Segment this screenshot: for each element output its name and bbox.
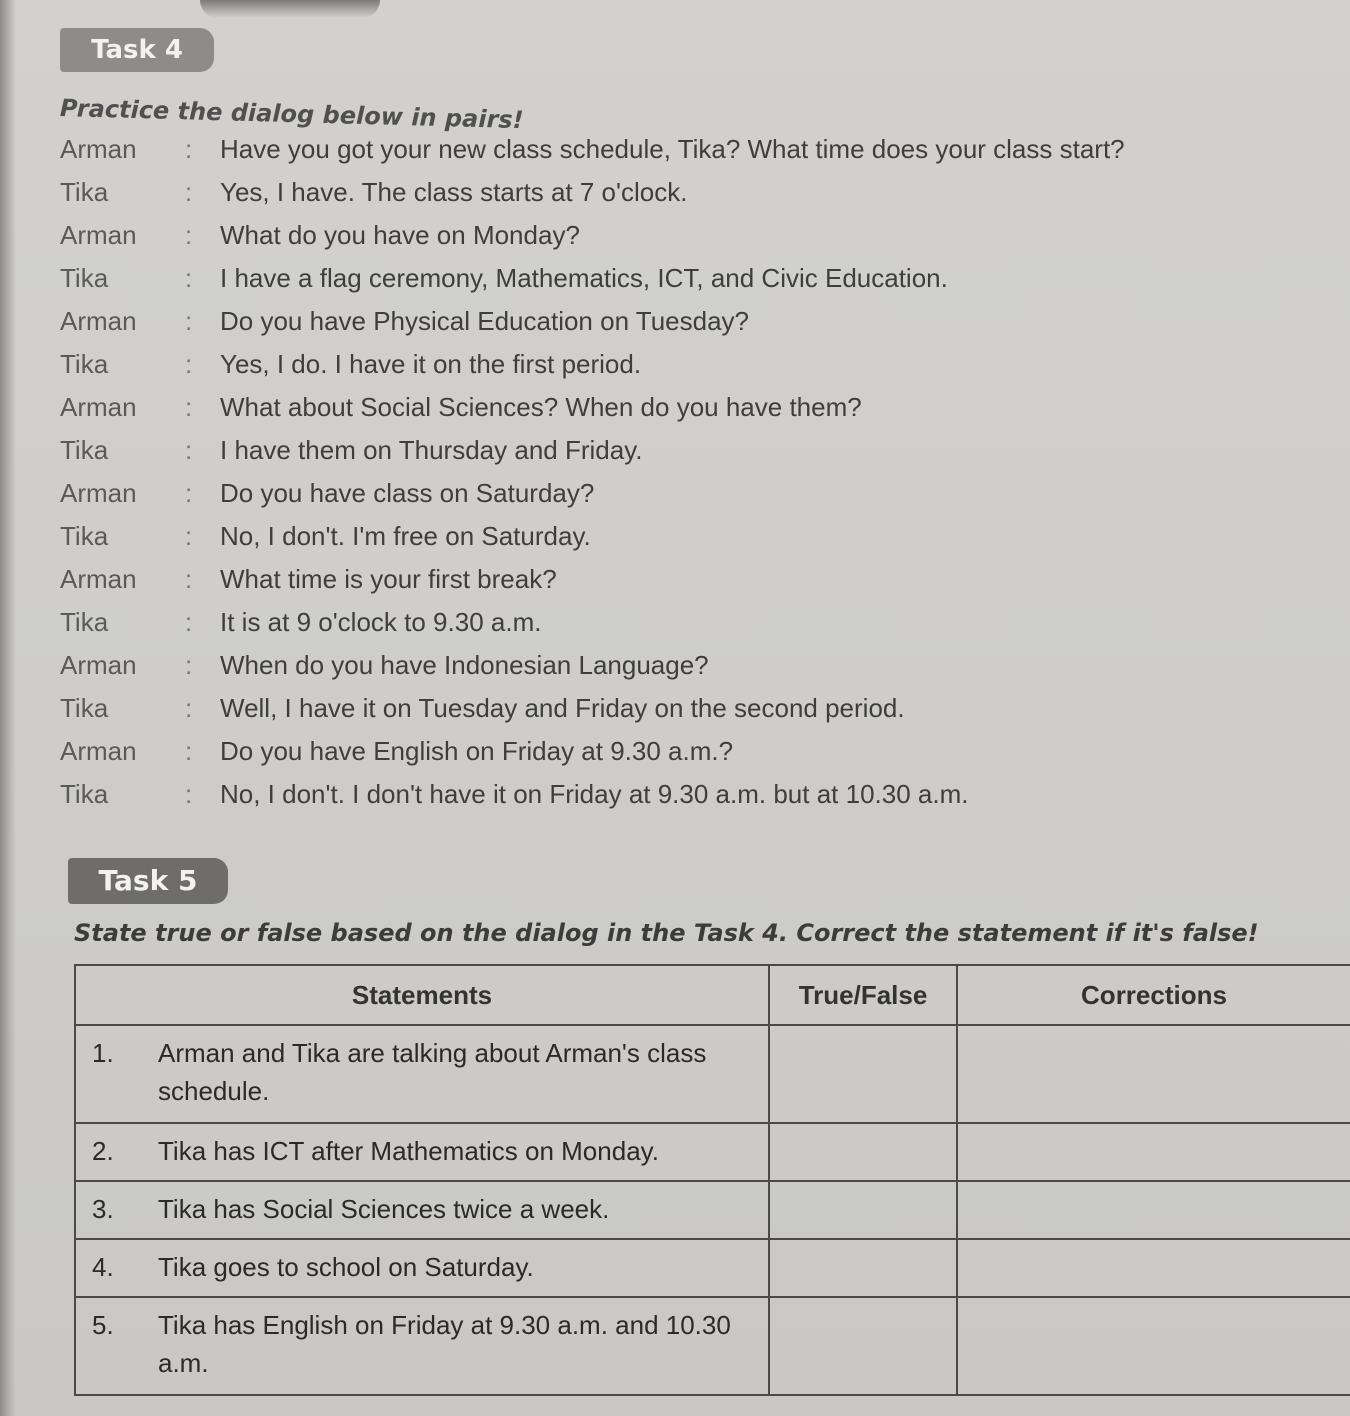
dialog-speaker: Arman xyxy=(60,306,137,336)
dialog-speaker: Arman xyxy=(60,220,137,250)
correction-answer-cell[interactable] xyxy=(957,1025,1350,1123)
dialog-colon: : xyxy=(185,736,193,766)
dialog-colon: : xyxy=(185,306,193,336)
statement-cell xyxy=(75,1239,769,1297)
dialog-colon: : xyxy=(185,521,193,551)
page-top-shadow xyxy=(200,0,380,18)
dialog-colon: : xyxy=(185,263,193,293)
dialog-speaker: Arman xyxy=(60,736,137,766)
dialog-speaker: Tika xyxy=(60,521,109,551)
dialog-speaker: Tika xyxy=(60,263,109,293)
dialog-text: Yes, I do. I have it on the first period. xyxy=(220,349,642,379)
dialog-colon: : xyxy=(185,650,193,680)
correction-answer-cell[interactable] xyxy=(957,1297,1350,1395)
dialog-colon: : xyxy=(185,349,193,379)
dialog-colon: : xyxy=(185,564,193,594)
table-header-row xyxy=(75,965,1350,1025)
dialog-text: What about Social Sciences? When do you have them? xyxy=(220,392,862,422)
dialog-text: Do you have class on Saturday? xyxy=(220,478,595,508)
dialog-speaker: Arman xyxy=(60,392,137,422)
task-5-instruction: State true or false based on the dialog in the Task 4. Correct the statement if it's false! xyxy=(74,919,1259,947)
statement-number: 4. xyxy=(92,1252,114,1282)
true-false-answer-cell[interactable] xyxy=(769,1239,957,1297)
true-false-answer-cell[interactable] xyxy=(769,1297,957,1395)
true-false-answer-cell[interactable] xyxy=(769,1025,957,1123)
dialog-speaker: Arman xyxy=(60,564,137,594)
dialog-colon: : xyxy=(185,607,193,637)
dialog-colon: : xyxy=(185,779,193,809)
statement-number: 3. xyxy=(92,1194,114,1224)
statement-cell xyxy=(75,1123,769,1181)
header-corrections: Corrections xyxy=(957,965,1350,1025)
dialog-speaker: Arman xyxy=(60,478,137,508)
dialog-speaker: Arman xyxy=(60,134,137,164)
statement-text: Tika goes to school on Saturday. xyxy=(158,1252,534,1282)
correction-answer-cell[interactable] xyxy=(957,1123,1350,1181)
dialog-colon: : xyxy=(185,177,193,207)
correction-answer-cell[interactable] xyxy=(957,1239,1350,1297)
dialog-colon: : xyxy=(185,392,193,422)
dialog-text: It is at 9 o'clock to 9.30 a.m. xyxy=(220,607,542,637)
dialog-speaker: Tika xyxy=(60,779,109,809)
table-row xyxy=(75,1239,1350,1297)
dialog-text: What do you have on Monday? xyxy=(220,220,580,250)
task-5-badge: Task 5 xyxy=(68,858,228,904)
statement-text: Arman and Tika are talking about Arman's class schedule. xyxy=(158,1038,707,1106)
dialog-speaker: Tika xyxy=(60,349,109,379)
dialog-text: Have you got your new class schedule, Tika? What time does your class start? xyxy=(220,134,1125,164)
dialog-colon: : xyxy=(185,435,193,465)
table-row xyxy=(75,1297,1350,1395)
true-false-table xyxy=(74,964,1350,1396)
statement-text: Tika has Social Sciences twice a week. xyxy=(158,1194,610,1224)
dialog-speaker: Arman xyxy=(60,650,137,680)
true-false-answer-cell[interactable] xyxy=(769,1181,957,1239)
page-binding-shadow xyxy=(0,0,16,1416)
dialog-text: Do you have English on Friday at 9.30 a.m.? xyxy=(220,736,734,766)
table-row xyxy=(75,1025,1350,1123)
correction-answer-cell[interactable] xyxy=(957,1181,1350,1239)
header-true-false: True/False xyxy=(769,965,957,1025)
true-false-table-wrapper xyxy=(74,964,1350,1396)
dialog-text: No, I don't. I'm free on Saturday. xyxy=(220,521,591,551)
statement-cell xyxy=(75,1297,769,1395)
dialog-text: When do you have Indonesian Language? xyxy=(220,650,709,680)
dialog-text: What time is your first break? xyxy=(220,564,557,594)
task-4-instruction: Practice the dialog below in pairs! xyxy=(59,94,524,135)
statement-number: 5. xyxy=(92,1310,114,1340)
dialog-text: Yes, I have. The class starts at 7 o'clock. xyxy=(220,177,688,207)
dialog-speaker: Tika xyxy=(60,177,109,207)
dialog-text: I have them on Thursday and Friday. xyxy=(220,435,643,465)
statement-text: Tika has English on Friday at 9.30 a.m. and 10.30 a.m. xyxy=(158,1310,731,1378)
dialog-colon: : xyxy=(185,478,193,508)
task-4-badge: Task 4 xyxy=(60,28,214,72)
table-row xyxy=(75,1123,1350,1181)
dialog-colon: : xyxy=(185,134,193,164)
statement-cell xyxy=(75,1025,769,1123)
statement-number: 2. xyxy=(92,1136,114,1166)
dialog-speaker: Tika xyxy=(60,607,109,637)
header-statements: Statements xyxy=(75,965,769,1025)
statement-cell xyxy=(75,1181,769,1239)
statement-text: Tika has ICT after Mathematics on Monday. xyxy=(158,1136,659,1166)
dialog-text: Well, I have it on Tuesday and Friday on the second period. xyxy=(220,693,905,723)
statement-number: 1. xyxy=(92,1038,114,1068)
dialog-speaker: Tika xyxy=(60,693,109,723)
dialog-text: Do you have Physical Education on Tuesday? xyxy=(220,306,750,336)
true-false-answer-cell[interactable] xyxy=(769,1123,957,1181)
dialog-colon: : xyxy=(185,220,193,250)
table-row xyxy=(75,1181,1350,1239)
dialog-text: No, I don't. I don't have it on Friday at 9.30 a.m. but at 10.30 a.m. xyxy=(220,779,969,809)
dialog-speaker: Tika xyxy=(60,435,109,465)
dialog-text: I have a flag ceremony, Mathematics, ICT, and Civic Education. xyxy=(220,263,948,293)
dialog-colon: : xyxy=(185,693,193,723)
